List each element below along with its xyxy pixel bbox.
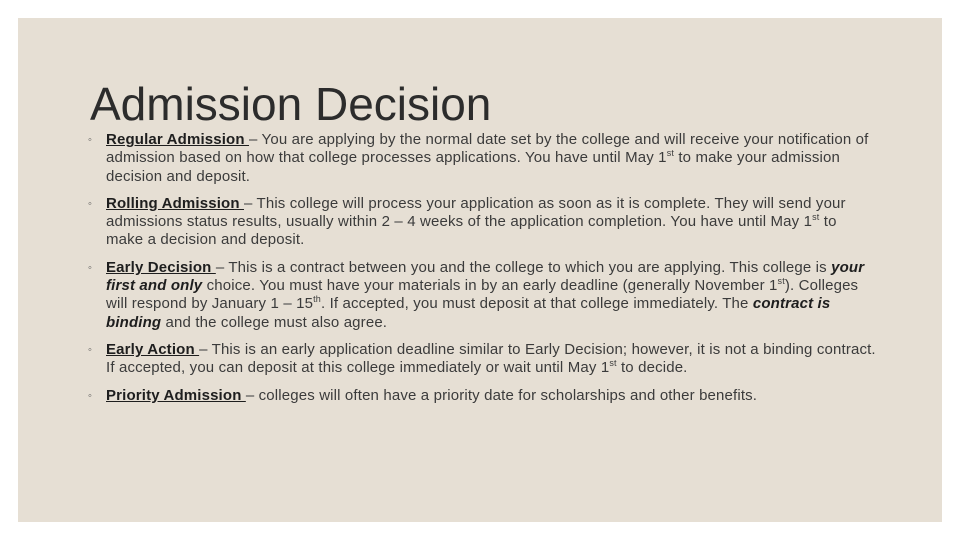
bullet-text: – colleges will often have a priority date for scholarships and other benefits. — [245, 386, 758, 404]
bullet-text: to make your admission decision and deposit. — [106, 149, 841, 185]
term-early-decision: Early Decision — [106, 258, 216, 276]
bullet-text: – You are applying by the normal date set by the college and will receive your notification of admission based on how that college processes applications. You have until May 1 — [106, 131, 869, 167]
bullet-text: – This is a contract between you and the college to which you are applying. This college is — [215, 258, 832, 276]
term-early-action: Early Action — [106, 340, 200, 358]
bullet-marker-icon: ◦ — [88, 261, 93, 274]
emphasis-first-and-only: your first and only — [106, 258, 865, 295]
superscript: st — [777, 276, 785, 287]
bullet-priority-admission — [88, 387, 878, 405]
bullet-marker-icon: ◦ — [88, 197, 93, 210]
bullet-text: and the college must also agree. — [161, 313, 388, 331]
bullet-text: – This college will process your application as soon as it is complete. They will send your admissions status results, usually within 2 – 4 weeks of the application completion. You have until May 1 — [106, 194, 846, 231]
term-rolling-admission: Rolling Admission — [106, 194, 244, 212]
bullet-early-action — [88, 341, 878, 378]
superscript: th — [313, 294, 321, 305]
bullet-marker-icon: ◦ — [88, 343, 93, 356]
bullet-early-decision — [88, 259, 878, 332]
superscript: st — [609, 358, 617, 369]
slide — [18, 18, 942, 522]
emphasis-contract-binding: contract is binding — [106, 295, 831, 331]
bullet-text: choice. You must have your materials in by an early deadline (generally November 1 — [202, 277, 778, 295]
bullet-list — [88, 131, 878, 414]
slide-title: Admission Decision — [90, 78, 492, 130]
term-priority-admission: Priority Admission — [106, 386, 246, 404]
bullet-text: to decide. — [616, 359, 688, 377]
bullet-marker-icon: ◦ — [88, 389, 93, 402]
bullet-text: to make a decision and deposit. — [106, 213, 837, 249]
bullet-rolling-admission — [88, 195, 878, 250]
superscript: st — [666, 148, 674, 159]
bullet-regular-admission — [88, 131, 878, 186]
bullet-marker-icon: ◦ — [88, 134, 93, 146]
bullet-text: . If accepted, you must deposit at that college immediately. The — [320, 295, 753, 313]
bullet-text: ). Colleges will respond by January 1 – 15 — [106, 277, 859, 313]
term-regular-admission: Regular Admission — [106, 131, 250, 148]
superscript: st — [812, 212, 820, 223]
bullet-text: – This is an early application deadline similar to Early Decision; however, it is not a binding contract. If accepted, you can deposit at this college immediately or wait until May 1 — [106, 340, 876, 377]
